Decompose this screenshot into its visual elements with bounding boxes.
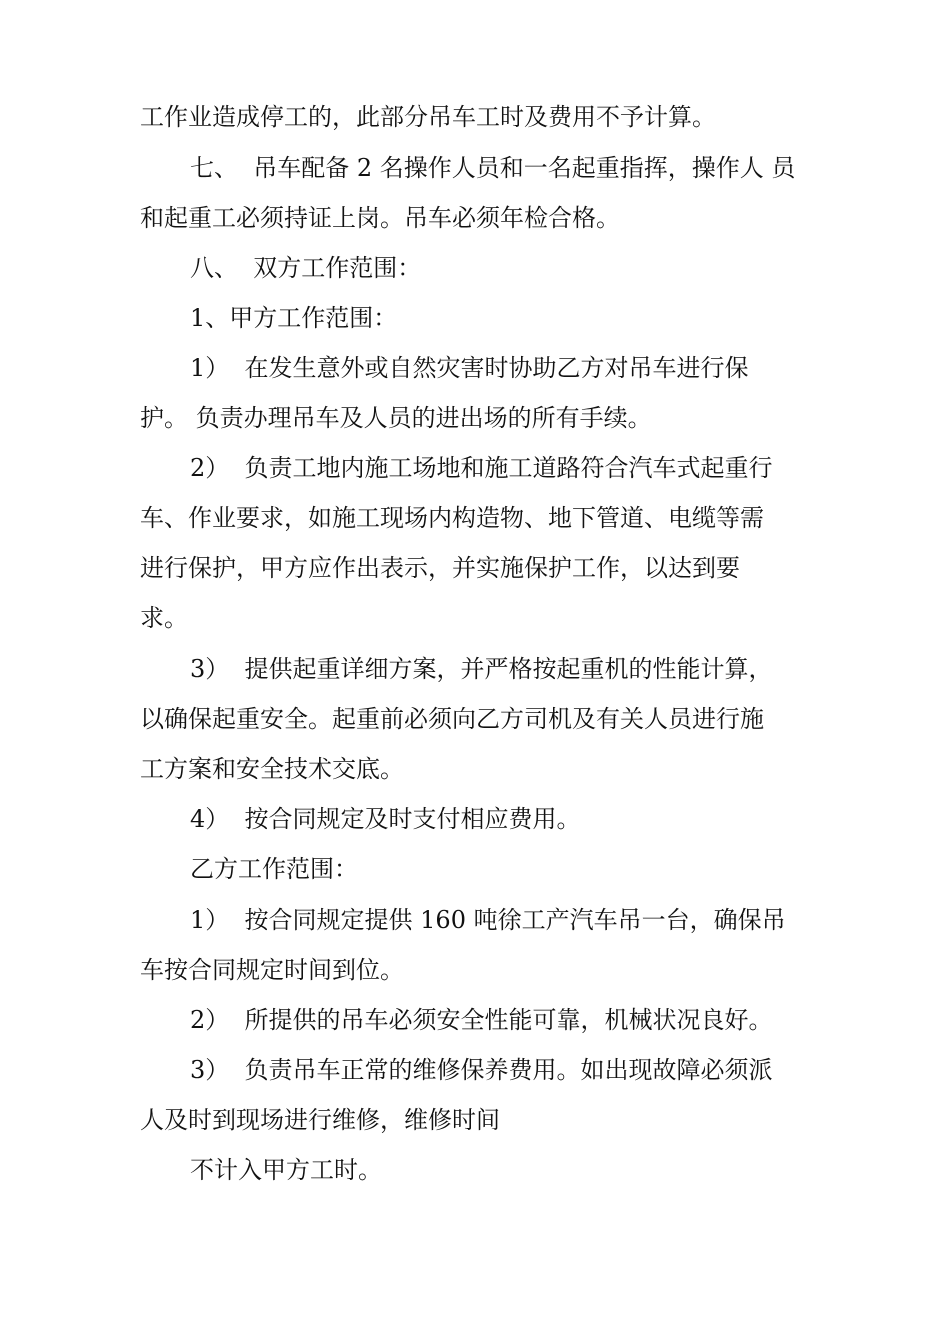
text-line: 求。 bbox=[140, 604, 188, 632]
party-a-scope-heading: 1、甲方工作范围： bbox=[190, 304, 398, 332]
text-line: 2） 所提供的吊车必须安全性能可靠，机械状况良好。 bbox=[190, 1006, 773, 1034]
section-8-heading: 八、 双方工作范围： bbox=[190, 254, 422, 282]
text-line: 车按合同规定时间到位。 bbox=[140, 956, 404, 984]
text-line: 1） 按合同规定提供 160 吨徐工产汽车吊一台，确保吊 bbox=[190, 906, 786, 934]
text-line: 工方案和安全技术交底。 bbox=[140, 755, 404, 783]
text-line: 和起重工必须持证上岗。吊车必须年检合格。 bbox=[140, 204, 620, 232]
text-line: 2） 负责工地内施工场地和施工道路符合汽车式起重行 bbox=[190, 454, 773, 482]
text-line: 车、作业要求，如施工现场内构造物、地下管道、电缆等需 bbox=[140, 504, 764, 532]
text-line: 以确保起重安全。起重前必须向乙方司机及有关人员进行施 bbox=[140, 705, 764, 733]
party-b-scope-heading: 乙方工作范围： bbox=[190, 855, 358, 883]
text-line: 护。 负责办理吊车及人员的进出场的所有手续。 bbox=[140, 404, 652, 432]
text-line: 4） 按合同规定及时支付相应费用。 bbox=[190, 805, 581, 833]
text-line: 不计入甲方工时。 bbox=[190, 1156, 382, 1184]
text-line: 1） 在发生意外或自然灾害时协助乙方对吊车进行保 bbox=[190, 354, 749, 382]
text-line: 工作业造成停工的，此部分吊车工时及费用不予计算。 bbox=[140, 103, 716, 131]
section-7-heading-line: 七、 吊车配备 2 名操作人员和一名起重指挥，操作人 员 bbox=[190, 154, 796, 182]
text-line: 人及时到现场进行维修，维修时间 bbox=[140, 1106, 500, 1134]
text-line: 进行保护，甲方应作出表示，并实施保护工作，以达到要 bbox=[140, 554, 740, 582]
text-line: 3） 负责吊车正常的维修保养费用。如出现故障必须派 bbox=[190, 1056, 773, 1084]
text-line: 3） 提供起重详细方案，并严格按起重机的性能计算， bbox=[190, 655, 773, 683]
